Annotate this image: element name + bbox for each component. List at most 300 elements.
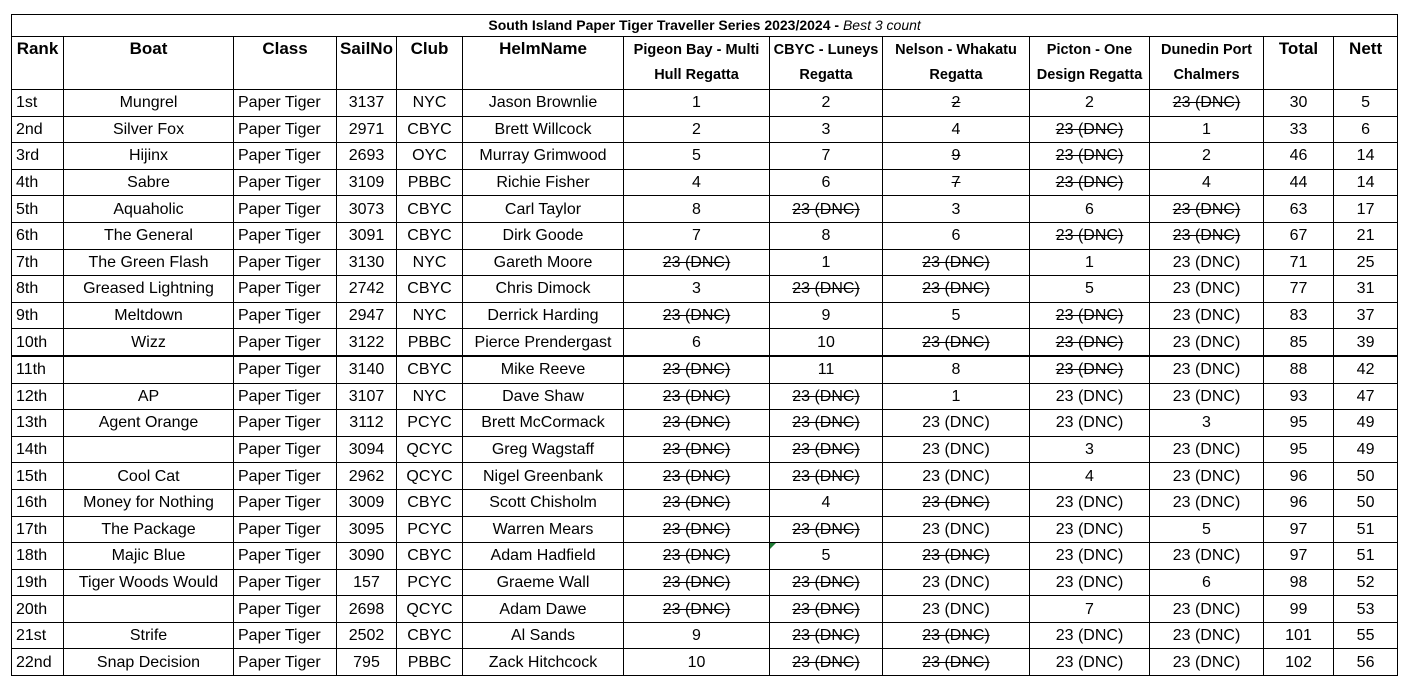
col-header-race-3[interactable]: Nelson - Whakatu Regatta [883, 37, 1030, 90]
rank-cell[interactable]: 3rd [12, 143, 64, 170]
race-3-cell[interactable]: 9 [883, 143, 1030, 170]
race-4-cell[interactable]: 4 [1030, 463, 1150, 490]
total-cell[interactable]: 85 [1264, 329, 1334, 356]
race-2-cell[interactable]: 23 (DNC) [770, 622, 883, 649]
col-header-race-1[interactable]: Pigeon Bay - Multi Hull Regatta [624, 37, 770, 90]
sailno-cell[interactable]: 3130 [337, 249, 397, 276]
table-row[interactable] [12, 249, 1398, 276]
race-1-cell[interactable]: 7 [624, 222, 770, 249]
class-cell[interactable]: Paper Tiger [234, 596, 337, 623]
club-cell[interactable]: CBYC [397, 116, 463, 143]
helm-cell[interactable]: Al Sands [463, 622, 624, 649]
helm-cell[interactable]: Scott Chisholm [463, 489, 624, 516]
total-cell[interactable]: 99 [1264, 596, 1334, 623]
total-cell[interactable]: 95 [1264, 410, 1334, 437]
boat-cell[interactable]: Greased Lightning [64, 276, 234, 303]
race-4-cell[interactable]: 23 (DNC) [1030, 649, 1150, 676]
rank-cell[interactable]: 8th [12, 276, 64, 303]
race-4-cell[interactable]: 23 (DNC) [1030, 356, 1150, 383]
club-cell[interactable]: PBBC [397, 649, 463, 676]
race-1-cell[interactable]: 23 (DNC) [624, 516, 770, 543]
helm-cell[interactable]: Pierce Prendergast [463, 329, 624, 356]
sailno-cell[interactable]: 2502 [337, 622, 397, 649]
rank-cell[interactable]: 18th [12, 543, 64, 570]
race-1-cell[interactable]: 23 (DNC) [624, 249, 770, 276]
race-4-cell[interactable]: 23 (DNC) [1030, 383, 1150, 410]
race-3-cell[interactable]: 23 (DNC) [883, 329, 1030, 356]
race-5-cell[interactable]: 23 (DNC) [1150, 596, 1264, 623]
race-2-cell[interactable]: 23 (DNC) [770, 463, 883, 490]
race-2-cell[interactable]: 23 (DNC) [770, 196, 883, 223]
total-cell[interactable]: 98 [1264, 569, 1334, 596]
race-4-cell[interactable]: 5 [1030, 276, 1150, 303]
race-1-cell[interactable]: 23 (DNC) [624, 463, 770, 490]
race-2-cell[interactable]: 6 [770, 169, 883, 196]
helm-cell[interactable]: Richie Fisher [463, 169, 624, 196]
race-5-cell[interactable]: 23 (DNC) [1150, 196, 1264, 223]
race-5-cell[interactable]: 4 [1150, 169, 1264, 196]
boat-cell[interactable] [64, 356, 234, 383]
table-row[interactable] [12, 436, 1398, 463]
race-4-cell[interactable]: 23 (DNC) [1030, 489, 1150, 516]
sailno-cell[interactable]: 3122 [337, 329, 397, 356]
nett-cell[interactable]: 47 [1334, 383, 1398, 410]
helm-cell[interactable]: Nigel Greenbank [463, 463, 624, 490]
race-3-cell[interactable]: 23 (DNC) [883, 622, 1030, 649]
class-cell[interactable]: Paper Tiger [234, 169, 337, 196]
boat-cell[interactable]: The General [64, 222, 234, 249]
race-3-cell[interactable]: 23 (DNC) [883, 436, 1030, 463]
club-cell[interactable]: QCYC [397, 436, 463, 463]
race-4-cell[interactable]: 23 (DNC) [1030, 143, 1150, 170]
race-3-cell[interactable]: 23 (DNC) [883, 463, 1030, 490]
club-cell[interactable]: NYC [397, 90, 463, 117]
helm-cell[interactable]: Graeme Wall [463, 569, 624, 596]
race-1-cell[interactable]: 2 [624, 116, 770, 143]
table-row[interactable] [12, 383, 1398, 410]
boat-cell[interactable] [64, 436, 234, 463]
helm-cell[interactable]: Mike Reeve [463, 356, 624, 383]
class-cell[interactable]: Paper Tiger [234, 329, 337, 356]
table-row[interactable] [12, 356, 1398, 383]
race-2-cell[interactable]: 11 [770, 356, 883, 383]
race-5-cell[interactable]: 23 (DNC) [1150, 329, 1264, 356]
club-cell[interactable]: CBYC [397, 222, 463, 249]
race-2-cell[interactable]: 23 (DNC) [770, 276, 883, 303]
race-3-cell[interactable]: 5 [883, 302, 1030, 329]
col-header-nett[interactable]: Nett [1334, 37, 1398, 90]
race-2-cell[interactable]: 10 [770, 329, 883, 356]
race-1-cell[interactable]: 5 [624, 143, 770, 170]
boat-cell[interactable]: AP [64, 383, 234, 410]
boat-cell[interactable]: Sabre [64, 169, 234, 196]
sailno-cell[interactable]: 3091 [337, 222, 397, 249]
sailno-cell[interactable]: 157 [337, 569, 397, 596]
race-2-cell[interactable]: 23 (DNC) [770, 410, 883, 437]
race-2-cell[interactable]: 23 (DNC) [770, 516, 883, 543]
class-cell[interactable]: Paper Tiger [234, 516, 337, 543]
boat-cell[interactable]: The Green Flash [64, 249, 234, 276]
table-row[interactable] [12, 622, 1398, 649]
sailno-cell[interactable]: 2698 [337, 596, 397, 623]
total-cell[interactable]: 30 [1264, 90, 1334, 117]
race-5-cell[interactable]: 2 [1150, 143, 1264, 170]
total-cell[interactable]: 77 [1264, 276, 1334, 303]
race-2-cell[interactable]: 1 [770, 249, 883, 276]
class-cell[interactable]: Paper Tiger [234, 543, 337, 570]
race-3-cell[interactable]: 1 [883, 383, 1030, 410]
nett-cell[interactable]: 55 [1334, 622, 1398, 649]
boat-cell[interactable]: Majic Blue [64, 543, 234, 570]
table-row[interactable] [12, 302, 1398, 329]
rank-cell[interactable]: 14th [12, 436, 64, 463]
boat-cell[interactable]: Silver Fox [64, 116, 234, 143]
race-3-cell[interactable]: 23 (DNC) [883, 516, 1030, 543]
boat-cell[interactable]: Strife [64, 622, 234, 649]
race-5-cell[interactable]: 23 (DNC) [1150, 276, 1264, 303]
col-header-race-4[interactable]: Picton - One Design Regatta [1030, 37, 1150, 90]
race-1-cell[interactable]: 23 (DNC) [624, 383, 770, 410]
rank-cell[interactable]: 11th [12, 356, 64, 383]
rank-cell[interactable]: 5th [12, 196, 64, 223]
total-cell[interactable]: 33 [1264, 116, 1334, 143]
total-cell[interactable]: 88 [1264, 356, 1334, 383]
helm-cell[interactable]: Derrick Harding [463, 302, 624, 329]
class-cell[interactable]: Paper Tiger [234, 143, 337, 170]
race-4-cell[interactable]: 2 [1030, 90, 1150, 117]
race-4-cell[interactable]: 7 [1030, 596, 1150, 623]
race-2-cell[interactable]: 23 (DNC) [770, 596, 883, 623]
boat-cell[interactable]: Agent Orange [64, 410, 234, 437]
table-row[interactable] [12, 463, 1398, 490]
sailno-cell[interactable]: 2962 [337, 463, 397, 490]
sailno-cell[interactable]: 3112 [337, 410, 397, 437]
helm-cell[interactable]: Greg Wagstaff [463, 436, 624, 463]
table-row[interactable] [12, 569, 1398, 596]
col-header-sailno[interactable]: SailNo [337, 37, 397, 90]
col-header-total[interactable]: Total [1264, 37, 1334, 90]
race-5-cell[interactable]: 1 [1150, 116, 1264, 143]
club-cell[interactable]: PCYC [397, 516, 463, 543]
race-3-cell[interactable]: 2 [883, 90, 1030, 117]
race-1-cell[interactable]: 23 (DNC) [624, 489, 770, 516]
nett-cell[interactable]: 14 [1334, 169, 1398, 196]
boat-cell[interactable]: Meltdown [64, 302, 234, 329]
boat-cell[interactable]: Cool Cat [64, 463, 234, 490]
race-5-cell[interactable]: 23 (DNC) [1150, 436, 1264, 463]
total-cell[interactable]: 96 [1264, 489, 1334, 516]
race-1-cell[interactable]: 23 (DNC) [624, 569, 770, 596]
total-cell[interactable]: 44 [1264, 169, 1334, 196]
club-cell[interactable]: CBYC [397, 356, 463, 383]
helm-cell[interactable]: Dave Shaw [463, 383, 624, 410]
rank-cell[interactable]: 1st [12, 90, 64, 117]
helm-cell[interactable]: Zack Hitchcock [463, 649, 624, 676]
race-5-cell[interactable]: 23 (DNC) [1150, 649, 1264, 676]
club-cell[interactable]: CBYC [397, 489, 463, 516]
nett-cell[interactable]: 53 [1334, 596, 1398, 623]
nett-cell[interactable]: 50 [1334, 489, 1398, 516]
race-1-cell[interactable]: 9 [624, 622, 770, 649]
race-3-cell[interactable]: 23 (DNC) [883, 569, 1030, 596]
rank-cell[interactable]: 2nd [12, 116, 64, 143]
table-row[interactable] [12, 410, 1398, 437]
sailno-cell[interactable]: 2947 [337, 302, 397, 329]
nett-cell[interactable]: 6 [1334, 116, 1398, 143]
total-cell[interactable]: 83 [1264, 302, 1334, 329]
race-3-cell[interactable]: 7 [883, 169, 1030, 196]
nett-cell[interactable]: 56 [1334, 649, 1398, 676]
club-cell[interactable]: NYC [397, 383, 463, 410]
rank-cell[interactable]: 6th [12, 222, 64, 249]
rank-cell[interactable]: 21st [12, 622, 64, 649]
nett-cell[interactable]: 50 [1334, 463, 1398, 490]
race-2-cell[interactable]: 23 (DNC) [770, 436, 883, 463]
club-cell[interactable]: QCYC [397, 596, 463, 623]
table-row[interactable] [12, 222, 1398, 249]
table-row[interactable] [12, 516, 1398, 543]
nett-cell[interactable]: 25 [1334, 249, 1398, 276]
col-header-rank[interactable]: Rank [12, 37, 64, 90]
helm-cell[interactable]: Brett Willcock [463, 116, 624, 143]
race-3-cell[interactable]: 4 [883, 116, 1030, 143]
total-cell[interactable]: 96 [1264, 463, 1334, 490]
club-cell[interactable]: OYC [397, 143, 463, 170]
race-2-cell[interactable]: 8 [770, 222, 883, 249]
sailno-cell[interactable]: 2971 [337, 116, 397, 143]
race-1-cell[interactable]: 23 (DNC) [624, 543, 770, 570]
race-3-cell[interactable]: 23 (DNC) [883, 410, 1030, 437]
sailno-cell[interactable]: 3137 [337, 90, 397, 117]
race-4-cell[interactable]: 6 [1030, 196, 1150, 223]
race-4-cell[interactable]: 1 [1030, 249, 1150, 276]
sailno-cell[interactable]: 3107 [337, 383, 397, 410]
helm-cell[interactable]: Jason Brownlie [463, 90, 624, 117]
race-1-cell[interactable]: 23 (DNC) [624, 596, 770, 623]
race-5-cell[interactable]: 6 [1150, 569, 1264, 596]
helm-cell[interactable]: Adam Hadfield [463, 543, 624, 570]
race-5-cell[interactable]: 5 [1150, 516, 1264, 543]
total-cell[interactable]: 67 [1264, 222, 1334, 249]
class-cell[interactable]: Paper Tiger [234, 222, 337, 249]
boat-cell[interactable]: Snap Decision [64, 649, 234, 676]
race-3-cell[interactable]: 6 [883, 222, 1030, 249]
club-cell[interactable]: NYC [397, 249, 463, 276]
race-1-cell[interactable]: 23 (DNC) [624, 410, 770, 437]
race-4-cell[interactable]: 23 (DNC) [1030, 169, 1150, 196]
race-1-cell[interactable]: 1 [624, 90, 770, 117]
class-cell[interactable]: Paper Tiger [234, 622, 337, 649]
race-3-cell[interactable]: 23 (DNC) [883, 276, 1030, 303]
total-cell[interactable]: 95 [1264, 436, 1334, 463]
col-header-class[interactable]: Class [234, 37, 337, 90]
class-cell[interactable]: Paper Tiger [234, 489, 337, 516]
club-cell[interactable]: CBYC [397, 543, 463, 570]
race-4-cell[interactable]: 23 (DNC) [1030, 543, 1150, 570]
race-4-cell[interactable]: 23 (DNC) [1030, 116, 1150, 143]
race-1-cell[interactable]: 8 [624, 196, 770, 223]
race-4-cell[interactable]: 23 (DNC) [1030, 302, 1150, 329]
nett-cell[interactable]: 37 [1334, 302, 1398, 329]
race-3-cell[interactable]: 3 [883, 196, 1030, 223]
race-5-cell[interactable]: 23 (DNC) [1150, 622, 1264, 649]
race-4-cell[interactable]: 23 (DNC) [1030, 410, 1150, 437]
table-row[interactable] [12, 169, 1398, 196]
sailno-cell[interactable]: 3009 [337, 489, 397, 516]
table-row[interactable] [12, 276, 1398, 303]
race-3-cell[interactable]: 8 [883, 356, 1030, 383]
race-5-cell[interactable]: 23 (DNC) [1150, 383, 1264, 410]
race-4-cell[interactable]: 23 (DNC) [1030, 569, 1150, 596]
table-row[interactable] [12, 116, 1398, 143]
boat-cell[interactable]: Mungrel [64, 90, 234, 117]
race-5-cell[interactable]: 23 (DNC) [1150, 90, 1264, 117]
table-row[interactable] [12, 489, 1398, 516]
col-header-helm[interactable]: HelmName [463, 37, 624, 90]
class-cell[interactable]: Paper Tiger [234, 569, 337, 596]
race-5-cell[interactable]: 23 (DNC) [1150, 222, 1264, 249]
club-cell[interactable]: CBYC [397, 276, 463, 303]
total-cell[interactable]: 46 [1264, 143, 1334, 170]
race-1-cell[interactable]: 4 [624, 169, 770, 196]
race-5-cell[interactable]: 3 [1150, 410, 1264, 437]
club-cell[interactable]: PCYC [397, 569, 463, 596]
club-cell[interactable]: CBYC [397, 196, 463, 223]
race-2-cell[interactable]: 23 (DNC) [770, 383, 883, 410]
helm-cell[interactable]: Brett McCormack [463, 410, 624, 437]
race-5-cell[interactable]: 23 (DNC) [1150, 543, 1264, 570]
race-2-cell[interactable]: 9 [770, 302, 883, 329]
helm-cell[interactable]: Dirk Goode [463, 222, 624, 249]
nett-cell[interactable]: 21 [1334, 222, 1398, 249]
club-cell[interactable]: PBBC [397, 169, 463, 196]
table-row[interactable] [12, 543, 1398, 570]
class-cell[interactable]: Paper Tiger [234, 649, 337, 676]
sailno-cell[interactable]: 2742 [337, 276, 397, 303]
nett-cell[interactable]: 42 [1334, 356, 1398, 383]
nett-cell[interactable]: 5 [1334, 90, 1398, 117]
nett-cell[interactable]: 39 [1334, 329, 1398, 356]
race-2-cell[interactable]: 5 [770, 543, 883, 570]
rank-cell[interactable]: 12th [12, 383, 64, 410]
nett-cell[interactable]: 51 [1334, 543, 1398, 570]
race-5-cell[interactable]: 23 (DNC) [1150, 463, 1264, 490]
race-3-cell[interactable]: 23 (DNC) [883, 489, 1030, 516]
boat-cell[interactable]: Money for Nothing [64, 489, 234, 516]
club-cell[interactable]: NYC [397, 302, 463, 329]
sailno-cell[interactable]: 3073 [337, 196, 397, 223]
club-cell[interactable]: CBYC [397, 622, 463, 649]
race-2-cell[interactable]: 7 [770, 143, 883, 170]
class-cell[interactable]: Paper Tiger [234, 116, 337, 143]
nett-cell[interactable]: 49 [1334, 436, 1398, 463]
race-2-cell[interactable]: 2 [770, 90, 883, 117]
rank-cell[interactable]: 20th [12, 596, 64, 623]
race-5-cell[interactable]: 23 (DNC) [1150, 249, 1264, 276]
total-cell[interactable]: 101 [1264, 622, 1334, 649]
rank-cell[interactable]: 9th [12, 302, 64, 329]
table-row[interactable] [12, 596, 1398, 623]
race-4-cell[interactable]: 3 [1030, 436, 1150, 463]
race-1-cell[interactable]: 23 (DNC) [624, 356, 770, 383]
table-row[interactable] [12, 196, 1398, 223]
club-cell[interactable]: QCYC [397, 463, 463, 490]
boat-cell[interactable]: Wizz [64, 329, 234, 356]
helm-cell[interactable]: Murray Grimwood [463, 143, 624, 170]
boat-cell[interactable]: Aquaholic [64, 196, 234, 223]
race-3-cell[interactable]: 23 (DNC) [883, 596, 1030, 623]
total-cell[interactable]: 97 [1264, 516, 1334, 543]
helm-cell[interactable]: Chris Dimock [463, 276, 624, 303]
boat-cell[interactable]: The Package [64, 516, 234, 543]
class-cell[interactable]: Paper Tiger [234, 410, 337, 437]
sailno-cell[interactable]: 3140 [337, 356, 397, 383]
class-cell[interactable]: Paper Tiger [234, 302, 337, 329]
col-header-club[interactable]: Club [397, 37, 463, 90]
class-cell[interactable]: Paper Tiger [234, 276, 337, 303]
table-row[interactable] [12, 143, 1398, 170]
nett-cell[interactable]: 52 [1334, 569, 1398, 596]
race-1-cell[interactable]: 3 [624, 276, 770, 303]
race-1-cell[interactable]: 23 (DNC) [624, 436, 770, 463]
sailno-cell[interactable]: 3090 [337, 543, 397, 570]
nett-cell[interactable]: 14 [1334, 143, 1398, 170]
race-4-cell[interactable]: 23 (DNC) [1030, 329, 1150, 356]
boat-cell[interactable]: Hijinx [64, 143, 234, 170]
race-2-cell[interactable]: 4 [770, 489, 883, 516]
nett-cell[interactable]: 51 [1334, 516, 1398, 543]
race-1-cell[interactable]: 23 (DNC) [624, 302, 770, 329]
helm-cell[interactable]: Adam Dawe [463, 596, 624, 623]
race-4-cell[interactable]: 23 (DNC) [1030, 622, 1150, 649]
rank-cell[interactable]: 4th [12, 169, 64, 196]
race-2-cell[interactable]: 3 [770, 116, 883, 143]
class-cell[interactable]: Paper Tiger [234, 90, 337, 117]
race-4-cell[interactable]: 23 (DNC) [1030, 516, 1150, 543]
col-header-race-2[interactable]: CBYC - Luneys Regatta [770, 37, 883, 90]
nett-cell[interactable]: 49 [1334, 410, 1398, 437]
sailno-cell[interactable]: 795 [337, 649, 397, 676]
class-cell[interactable]: Paper Tiger [234, 356, 337, 383]
total-cell[interactable]: 71 [1264, 249, 1334, 276]
race-5-cell[interactable]: 23 (DNC) [1150, 302, 1264, 329]
race-1-cell[interactable]: 10 [624, 649, 770, 676]
rank-cell[interactable]: 15th [12, 463, 64, 490]
class-cell[interactable]: Paper Tiger [234, 436, 337, 463]
boat-cell[interactable] [64, 596, 234, 623]
sailno-cell[interactable]: 2693 [337, 143, 397, 170]
club-cell[interactable]: PBBC [397, 329, 463, 356]
table-row[interactable] [12, 329, 1398, 356]
class-cell[interactable]: Paper Tiger [234, 249, 337, 276]
race-5-cell[interactable]: 23 (DNC) [1150, 489, 1264, 516]
rank-cell[interactable]: 10th [12, 329, 64, 356]
race-5-cell[interactable]: 23 (DNC) [1150, 356, 1264, 383]
rank-cell[interactable]: 22nd [12, 649, 64, 676]
nett-cell[interactable]: 17 [1334, 196, 1398, 223]
race-2-cell[interactable]: 23 (DNC) [770, 569, 883, 596]
total-cell[interactable]: 97 [1264, 543, 1334, 570]
club-cell[interactable]: PCYC [397, 410, 463, 437]
race-4-cell[interactable]: 23 (DNC) [1030, 222, 1150, 249]
col-header-race-5[interactable]: Dunedin Port Chalmers [1150, 37, 1264, 90]
class-cell[interactable]: Paper Tiger [234, 196, 337, 223]
sailno-cell[interactable]: 3109 [337, 169, 397, 196]
helm-cell[interactable]: Warren Mears [463, 516, 624, 543]
boat-cell[interactable]: Tiger Woods Would [64, 569, 234, 596]
class-cell[interactable]: Paper Tiger [234, 463, 337, 490]
sailno-cell[interactable]: 3095 [337, 516, 397, 543]
